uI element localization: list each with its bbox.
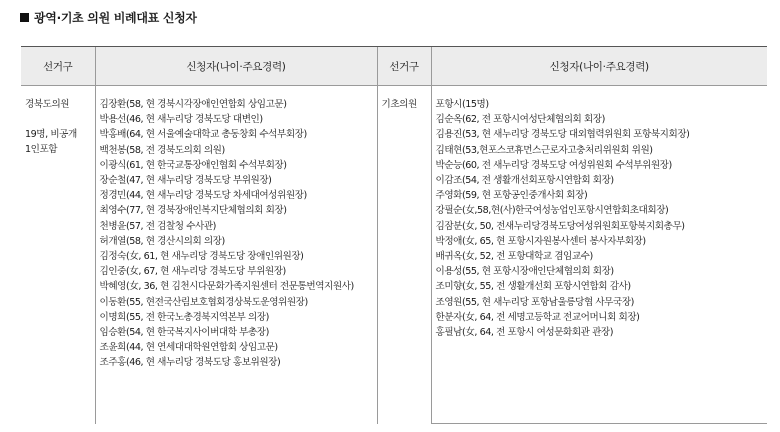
applicant-entry: 정경민(44, 현 새누리당 경북도당 차세대여성위원장): [99, 190, 307, 202]
applicant-entry: 이광식(61, 현 한국교통장애인협회 수석부회장): [99, 159, 287, 171]
applicant-entry: 박홍배(64, 현 서울예술대학교 총동창회 수석부회장): [99, 129, 307, 141]
header-district-left: 선거구: [21, 47, 95, 86]
applicant-entry: 김장환(58, 현 경북시각장애인연합회 상임고문): [99, 99, 287, 110]
applicant-entry: 김태현(53,현포스코휴먼스근로자고충처리위원회 위원): [435, 144, 653, 156]
applicant-entry: 김인중(女, 67, 현 새누리당 경북도당 부위원장): [99, 266, 286, 278]
left-applicants-cell: [95, 86, 377, 424]
applicant-entry: 김순옥(62, 전 포항시여성단체협의회 회장): [435, 114, 605, 126]
left-region-note: [25, 127, 92, 157]
applicant-entry: 백천봉(58, 전 경북도의회 의원): [99, 144, 225, 156]
applicant-entry: 조주홍(46, 현 새누리당 경북도당 홍보위원장): [99, 357, 281, 369]
left-note-line-1: 19명, 비공개: [25, 129, 77, 141]
applicant-entry: 포항시(15명): [435, 99, 489, 110]
left-district-cell: [21, 86, 95, 424]
page-title: [20, 9, 197, 26]
table-row: [21, 86, 767, 424]
applicant-entry: 조미향(女, 55, 전 생활개선회 포항시연합회 감사): [435, 281, 631, 293]
header-applicants-left: 신청자(나이·주요경력): [95, 47, 377, 86]
right-region-name: 기초의원: [381, 99, 417, 110]
applicant-entry: 주영화(59, 현 포항공인중개사회 회장): [435, 190, 588, 202]
applicant-entry: 배귀옥(女, 52, 전 포항대학교 겸임교수): [435, 251, 593, 263]
applicant-entry: 조윤희(44, 현 연세대대학원연합회 상임고문): [99, 342, 278, 354]
right-district-cell: [377, 86, 431, 424]
applicant-entry: 김용진(53, 현 새누리당 경북도당 대외협력위원회 포항북지회장): [435, 129, 690, 141]
header-district-right: 선거구: [377, 47, 431, 86]
left-note-line-2: 1인포함: [25, 144, 58, 156]
applicant-entry: 천병윤(57, 전 검찰청 수사관): [99, 220, 216, 232]
applicant-entry: 최영수(77, 현 경북장애인복지단체협의회 회장): [99, 205, 287, 217]
applicant-entry: 한분자(女, 64, 전 세명고등학교 전교어머니회 회장): [435, 311, 640, 323]
applicant-entry: 박용선(46, 현 새누리당 경북도당 대변인): [99, 114, 263, 126]
applicant-entry: 이감조(54, 전 생활개선회포항시연합회 회장): [435, 175, 614, 187]
page-title-text: 광역·기초 의원 비례대표 신청자: [34, 11, 197, 25]
applicant-entry: 김잠분(女, 50, 전새누리당경북도당여성위원회포항북지회총무): [435, 220, 685, 232]
applicant-entry: 박순능(60, 전 새누리당 경북도당 여성위원회 수석부위원장): [435, 159, 672, 171]
applicant-entry: 박정애(女, 65, 현 포항시자원봉사센터 봉사자부회장): [435, 235, 646, 247]
header-applicants-right: 신청자(나이·주요경력): [431, 47, 767, 86]
applicant-entry: 임승환(54, 현 한국복지사이버대학 부총장): [99, 327, 269, 339]
table-header-row: [21, 47, 767, 86]
applicant-table: [21, 46, 767, 424]
applicant-entry: 이동환(55, 현전국산림보호협회경상북도운영위원장): [99, 296, 308, 308]
applicant-entry: 이명희(55, 전 한국노총경북지역본부 의장): [99, 311, 269, 323]
right-applicants-cell: [431, 86, 767, 424]
applicant-entry: 장순철(47, 현 새누리당 경북도당 부위원장): [99, 175, 272, 187]
applicant-entry: 허개열(58, 현 경산시의회 의장): [99, 235, 225, 247]
applicant-entry: 박혜영(女, 36, 현 김천시다문화가족지원센터 전문통번역지원사): [99, 281, 354, 293]
applicant-entry: 김정숙(女, 61, 현 새누리당 경북도당 장애인위원장): [99, 251, 304, 263]
applicant-entry: 강필순(女,58,현(사)한국여성농업인포항시연합회초대회장): [435, 205, 669, 217]
square-bullet-icon: [20, 13, 29, 22]
applicant-entry: 이용성(55, 현 포항시장애인단체협의회 회장): [435, 266, 614, 278]
left-region-name: 경북도의원: [25, 99, 70, 110]
applicant-entry: 조영원(55, 현 새누리당 포항남울릉당협 사무국장): [435, 296, 634, 308]
applicant-entry: 홍필남(女, 64, 전 포항시 여성문화회관 관장): [435, 327, 613, 339]
